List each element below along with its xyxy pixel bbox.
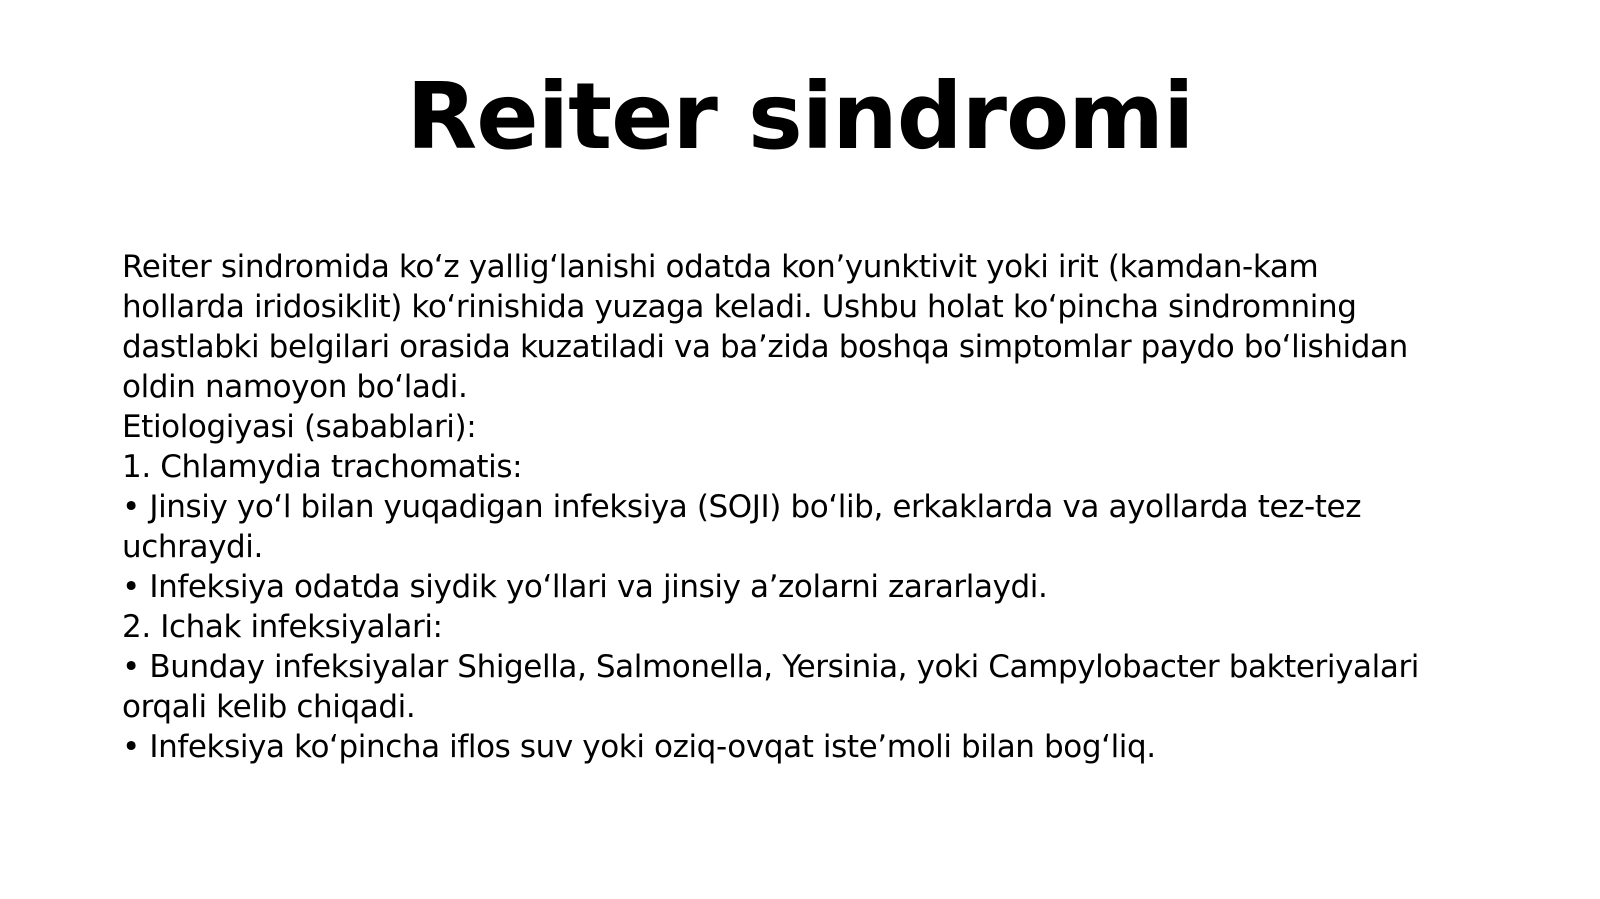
numbered-item: 1. Chlamydia trachomatis: bbox=[122, 449, 523, 485]
slide-title: Reiter sindromi bbox=[406, 63, 1194, 170]
bullet-item-continuation: orqali kelib chiqadi. bbox=[122, 689, 416, 725]
bullet-item: • Jinsiy yo‘l bilan yuqadigan infeksiya (SOJI) bo‘lib, erkaklarda va ayollarda tez-tez bbox=[122, 489, 1362, 525]
slide-body-text bbox=[122, 247, 1502, 767]
body-line: oldin namoyon bo‘ladi. bbox=[122, 369, 468, 405]
bullet-item-continuation: uchraydi. bbox=[122, 529, 263, 565]
bullet-item: • Infeksiya odatda siydik yo‘llari va jinsiy a’zolarni zararlaydi. bbox=[122, 569, 1048, 605]
bullet-item: • Infeksiya ko‘pincha iflos suv yoki oziq-ovqat iste’moli bilan bog‘liq. bbox=[122, 729, 1156, 765]
body-line: dastlabki belgilari orasida kuzatiladi va ba’zida boshqa simptomlar paydo bo‘lishidan bbox=[122, 329, 1408, 365]
numbered-item: 2. Ichak infeksiyalari: bbox=[122, 609, 443, 645]
body-line: hollarda iridosiklit) ko‘rinishida yuzaga keladi. Ushbu holat ko‘pincha sindromning bbox=[122, 289, 1357, 325]
section-heading: Etiologiyasi (sabablari): bbox=[122, 409, 477, 445]
bullet-item: • Bunday infeksiyalar Shigella, Salmonella, Yersinia, yoki Campylobacter bakteriyalari bbox=[122, 649, 1420, 685]
body-line: Reiter sindromida ko‘z yallig‘lanishi odatda kon’yunktivit yoki irit (kamdan-kam bbox=[122, 249, 1319, 285]
